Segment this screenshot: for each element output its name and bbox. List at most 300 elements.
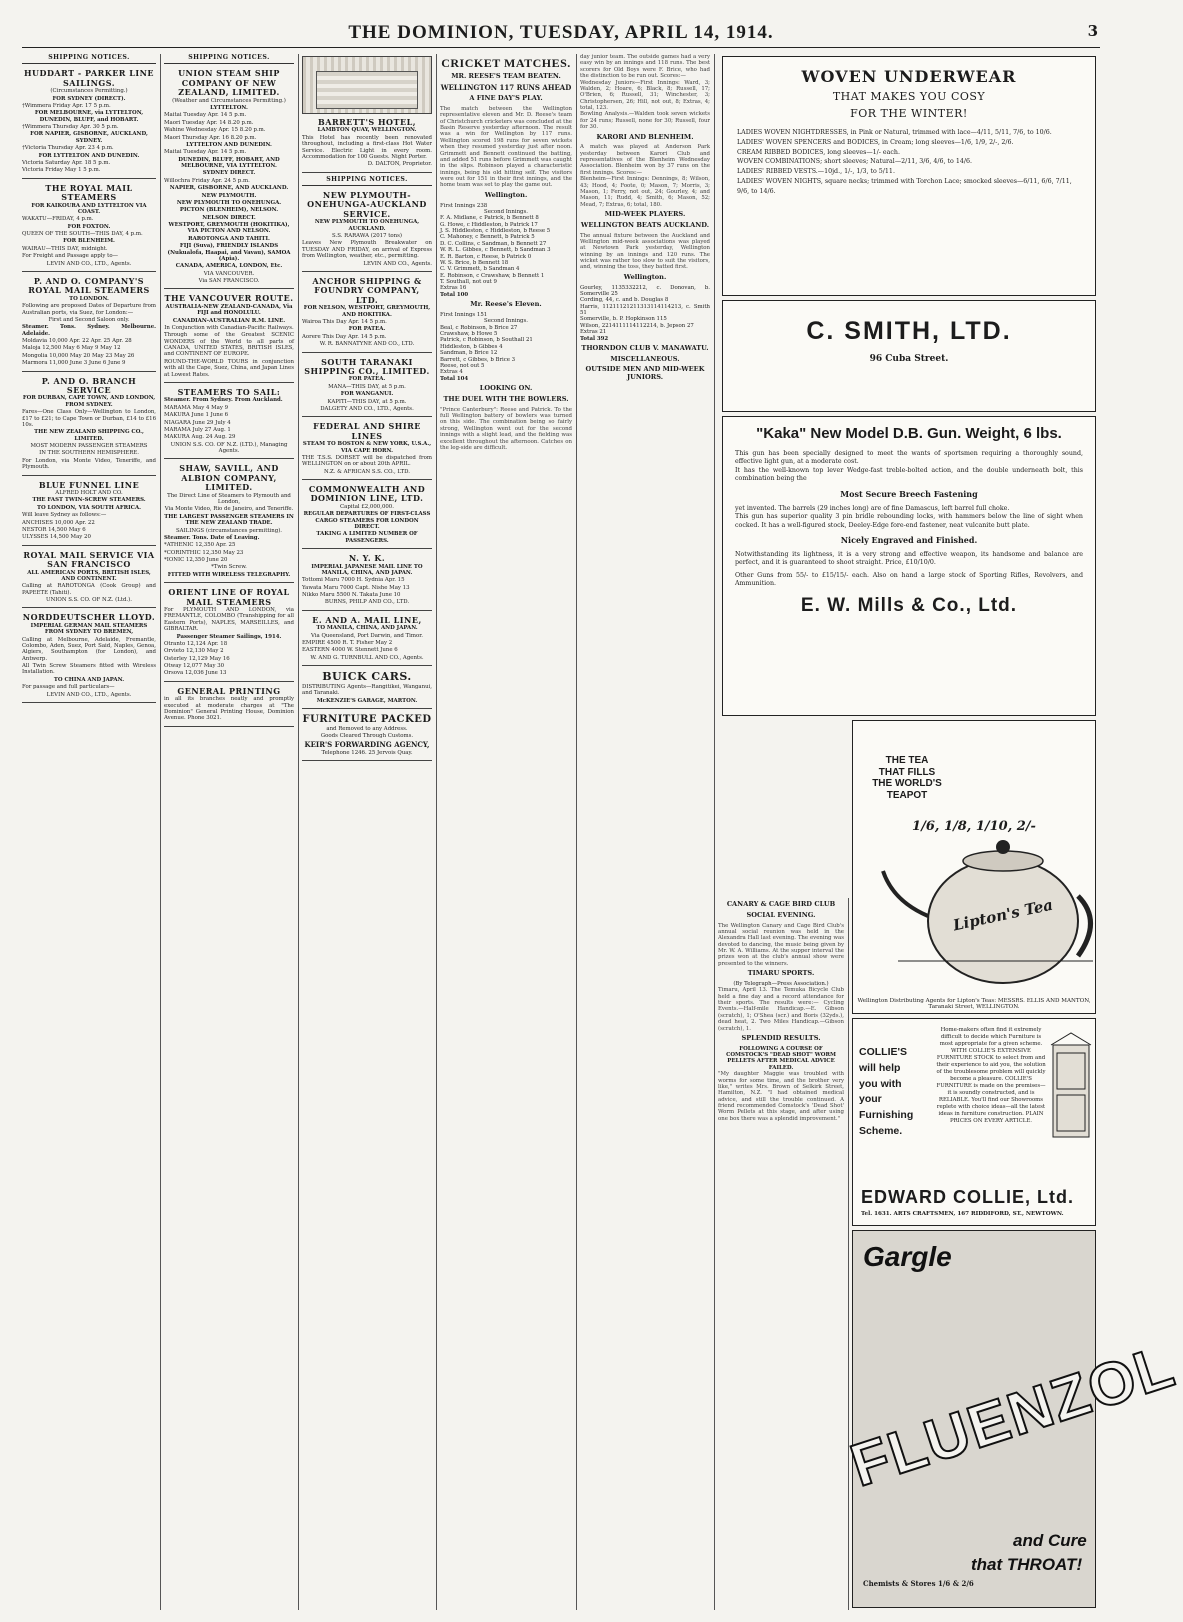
ad-lipton-tea xyxy=(852,720,1096,1014)
ad-line: LYTTELTON. xyxy=(210,105,248,111)
column-header: SHIPPING NOTICES. xyxy=(22,54,156,64)
ad-line: S.S. RARAWA (2017 tons) xyxy=(332,233,402,240)
ad-line: Willochra Friday Apr. 24 5 p.m. xyxy=(164,177,250,184)
ad-federal-shire xyxy=(302,420,432,480)
article-body: A match was played at Anderson Park yesterday between Karori Club and representatives of the Blenheim Wednesday Association. Blenheim won by 37 runs on the first innings. Scores:— xyxy=(580,144,710,176)
score-line: Reese, not out 5 xyxy=(440,362,485,369)
ad-line: VIA VANCOUVER. xyxy=(203,270,255,277)
ad-line: Maori Tuesday Apr. 14 8.20 p.m. xyxy=(164,119,254,126)
ad-line: Mongolia 10,000 May 20 May 23 May 26 xyxy=(22,352,135,359)
masthead-title: THE DOMINION, TUESDAY, APRIL 14, 1914. xyxy=(348,22,774,43)
ad-title: ORIENT LINE OF ROYAL MAIL STEAMERS xyxy=(168,587,290,607)
ad-title: STEAMERS TO SAIL: xyxy=(177,386,281,397)
ad-title: NEW PLYMOUTH-ONEHUNGA-AUCKLAND SERVICE. xyxy=(307,190,427,219)
ad-line: ALFRED HOLT AND CO. xyxy=(55,490,123,496)
ad-e-and-a-mail xyxy=(302,614,432,666)
ad-line: TAKING A LIMITED NUMBER OF PASSENGERS. xyxy=(316,531,418,544)
column-rule xyxy=(298,54,299,1610)
ad-line: Osterley 12,129 May 16 xyxy=(164,655,230,662)
ad-line: CANADA, AMERICA, LONDON, Etc. xyxy=(175,263,283,270)
article-body: Bowling Analysis.—Walden took seven wickets for 24 runs; Russell, none for 30; Russell, four for 30. xyxy=(580,111,710,131)
ad-line: BURNS, PHILP AND CO., LTD. xyxy=(324,599,410,606)
ad-line: Leaves New Plymouth Breakwater on TUESDAY AND FRIDAY, on arrival of Express from Wellington, weather, etc., permitting. xyxy=(302,240,432,260)
ad-c-smith xyxy=(722,300,1096,412)
ad-line: LEVIN AND CO., LTD., Agents. xyxy=(46,260,132,267)
ad-body xyxy=(723,444,1095,589)
ad-line: FOR NELSON, WESTPORT, GREYMOUTH, AND HOKITIKA. xyxy=(303,305,431,318)
hotel-building-illustration xyxy=(302,56,432,114)
ad-line: Steamer. Tons. Sydney. Melbourne. Adelaide. xyxy=(22,324,156,337)
score-line: Extras 21 xyxy=(580,329,607,336)
ad-title: WOVEN UNDERWEAR xyxy=(801,67,1017,86)
ad-line: ALL AMERICAN PORTS, BRITISH ISLES, AND CONTINENT. xyxy=(27,569,151,582)
slogan-line: COLLIE'S xyxy=(859,1046,907,1058)
ad-line: Goods Cleared Through Customs. xyxy=(320,733,414,740)
ad-line: The Direct Line of Steamers to Plymouth and London, xyxy=(167,492,291,506)
ad-line: FITTED WITH WIRELESS TELEGRAPHY. xyxy=(167,571,291,578)
ad-line: For Freight and Passage apply to— xyxy=(22,253,118,260)
ad-title: BUICK CARS. xyxy=(322,670,412,684)
ad-title: P. AND O. COMPANY'S ROYAL MAIL STEAMERS xyxy=(28,275,150,296)
ad-p-and-o xyxy=(22,275,156,372)
ad-line: FOR PATEA. xyxy=(348,376,386,383)
ad-line: NAPIER, GISBORNE, AND AUCKLAND. xyxy=(169,185,289,192)
ad-line: First and Second Saloon only. xyxy=(48,316,130,323)
score-line: Second Innings. xyxy=(484,318,528,325)
ad-title: ROYAL MAIL SERVICE VIA SAN FRANCISCO xyxy=(23,549,155,570)
scoreboard-title: Wellington. xyxy=(484,190,528,199)
ad-anchor-shipping xyxy=(302,275,432,353)
ad-line: NELSON DIRECT. xyxy=(202,214,256,221)
collie-slogan xyxy=(859,1045,929,1140)
ad-line: N.Z. & AFRICAN S.S. CO., LTD. xyxy=(323,468,411,475)
ad-line: Through some of the Greatest SCENIC WONDERS of the World to all parts of CANADA, UNITED STATES, BRITISH ISLES, and CONTINENT OF EUROPE. xyxy=(164,332,294,358)
ad-line: D. DALTON, Proprietor. xyxy=(367,161,432,168)
ad-line: LYTTELTON AND DUNEDIN. xyxy=(186,141,272,148)
score-line: W. S. Brice, b Bennett 18 xyxy=(440,259,509,266)
ad-line: All Twin Screw Steamers fitted with Wireless Installation. xyxy=(22,663,156,676)
ad-title: THE ROYAL MAIL STEAMERS xyxy=(45,182,133,203)
ad-line: Calling at Melbourne, Adelaide, Fremantle, Colombo, Aden, Suez, Port Said, Naples, Genoa, Algiers, Southampton (for London), and Antwerp. xyxy=(22,636,156,662)
gargle-brand: FLUENZOL xyxy=(842,1331,1183,1500)
gargle-price: Chemists & Stores 1/6 & 2/6 xyxy=(863,1579,974,1588)
ad-line: McKENZIE'S GARAGE, MARTON. xyxy=(316,697,418,704)
ad-line: PICTON (BLENHEIM), NELSON. xyxy=(179,207,279,214)
brand-name: C. SMITH, LTD. xyxy=(806,317,1012,345)
ad-line: *Twin Screw. xyxy=(211,564,247,571)
ad-line: Yawata Maru 7000 Capt. Nishe May 13 xyxy=(302,584,410,591)
ad-line: QUEEN OF THE SOUTH—THIS DAY, 4 p.m. xyxy=(22,231,143,238)
ad-line: WAKATU—FRIDAY, 4 p.m. xyxy=(22,216,94,223)
subheadline: MISCELLANEOUS. xyxy=(610,354,680,363)
ad-paragraph: Notwithstanding its lightness, it is a very strong and effective weapon, its handsome and balance are perfect, and it is guaranteed to shoot straight. Price, £10/10/0. xyxy=(735,550,1083,567)
ad-sub: FOR SYDNEY (DIRECT). xyxy=(52,95,126,102)
ad-line: Aorere This Day Apr. 14 5 p.m. xyxy=(302,333,387,340)
ad-fluenzol-gargle xyxy=(842,1230,1183,1608)
masthead xyxy=(22,18,1100,48)
ad-line: THE NEW ZEALAND SHIPPING CO., LIMITED. xyxy=(34,429,144,442)
column-rule xyxy=(436,54,437,1610)
brand-address: 96 Cuba Street. xyxy=(869,354,949,364)
ad-title: ANCHOR SHIPPING & FOUNDRY COMPANY, LTD. xyxy=(312,275,422,305)
score-line: Wilson, 2214111114112214, b. Jepson 27 xyxy=(580,322,694,329)
ad-sub: FOR THE WINTER! xyxy=(850,107,968,120)
ad-line: FIJI (Suva), FRIENDLY ISLANDS (Nukualofa, Haapai, and Vavau), SAMOA (Apia). xyxy=(167,243,291,262)
ad-line: In Conjunction with Canadian-Pacific Railways. xyxy=(164,324,294,331)
ad-line: FOR BLENHEIM. xyxy=(63,238,115,245)
ad-line: FOR PATEA. xyxy=(348,326,386,333)
subheadline: OUTSIDE MEN AND MID-WEEK JUNIORS. xyxy=(585,365,705,382)
ad-title: UNION STEAM SHIP COMPANY OF NEW ZEALAND, LIMITED. xyxy=(178,68,280,98)
slogan-line: TEAPOT xyxy=(886,789,928,801)
score-line: F. A. Midlane, c Patrick, b Bennett 8 xyxy=(440,215,539,222)
ad-line: KAPITI—THIS DAY, at 5 p.m. xyxy=(327,398,407,405)
article-lede: FOLLOWING A COURSE OF COMSTOCK'S "DEAD SHOT" WORM PELLETS AFTER MEDICAL ADVICE FAILED. xyxy=(726,1045,836,1071)
ad-sub: THAT MAKES YOU COSY xyxy=(832,90,986,103)
wardrobe-illustration xyxy=(1049,1031,1093,1141)
ad-line: For passage and full particulars— xyxy=(22,684,115,691)
column-cricket xyxy=(440,54,572,1610)
ad-norddeutscher xyxy=(22,611,156,703)
list-item: LADIES' WOVEN SPENCERS and BODICES, in Cream; long sleeves—1/6, 1/9, 2/-, 2/6. xyxy=(737,138,1014,146)
score-line: Sandman, b Brice 12 xyxy=(440,350,498,357)
article-body: Blenheim—First Innings: Dennings, 8; Wilson, 43; Hood, 4; Foote, 0; Mason, 7; Morris, 3; Mason, 1; Ferry, not out, 24; Gourley, 4; and Mason, 11; Rudd, 4; Smith, 6; Mason, 52; Mead, 7; Extras, 6; total, 180. xyxy=(580,176,710,208)
newspaper-page xyxy=(22,18,1183,1610)
ad-line: EASTERN 4000 W. Stennett June 6 xyxy=(302,647,398,654)
ad-line: TO LONDON. xyxy=(69,295,109,302)
article-body: The Wellington Canary and Cage Bird Club's annual social reunion was held in the Alexandra Hall last evening. The evening was devoted to dancing, the music being given by Mr. W. A. Williams. At the supper interval the prizes won at the club's annual show were presented to the winners. xyxy=(718,922,844,967)
ad-line: W. AND G. TURNBULL AND CO., Agents. xyxy=(310,654,424,661)
column-sport-2 xyxy=(580,54,710,1610)
ad-edward-collie xyxy=(852,1018,1096,1226)
ad-line: *CORINTHIC 12,350 May 23 xyxy=(164,549,244,556)
ad-line: Fares—One Class Only—Wellington to London, £17 to £21; to Cape Town or Durban, £14 to £16 10s. xyxy=(22,409,156,428)
ad-line: FOR LYTTELTON AND DUNEDIN. xyxy=(38,152,140,159)
score-line: Total 104 xyxy=(440,375,469,382)
article-body: "Prince Canterbury": Reese and Patrick. To the full Wellington battery of bowlers was turned on this side. The combination being so fairly strong, Wellington went out for the second innings with a slight lead, and the fielding was excellent throughout the afternoon. Catches on the leg-side are difficult. xyxy=(440,406,572,451)
ad-line: MANA—THIS DAY, at 5 p.m. xyxy=(328,383,406,390)
ad-line: Orsova 12,036 June 13 xyxy=(164,670,227,677)
subheadline: WELLINGTON BEATS AUCKLAND. xyxy=(580,220,710,229)
score-line: Somerville, b. P. Hopkinson 115 xyxy=(580,316,667,323)
ad-line: Wairoa This Day Apr. 14 5 p.m. xyxy=(302,319,387,325)
ad-line: SAILINGS (circumstances permitting). xyxy=(175,527,283,534)
ad-line: NEW PLYMOUTH TO ONEHUNGA. xyxy=(176,199,282,206)
slogan-line: Scheme. xyxy=(859,1124,903,1137)
ad-line: Maitai Tuesday Apr. 14 5 p.m. xyxy=(164,112,247,119)
ad-line: in all its branches neatly and promptly executed at moderate charges at "The Dominion" General Printing House, Dominion Avenue. Phone 3021. xyxy=(164,696,294,722)
ad-line: Via Monte Video, Rio de Janeiro, and Teneriffe. xyxy=(164,506,294,513)
slogan-line: Furnishing xyxy=(859,1109,914,1121)
score-line: Second Innings. xyxy=(484,208,528,215)
ad-line: LAMBTON QUAY, WELLINGTON. xyxy=(317,127,417,134)
score-line: D. C. Collins, c Sandman, b Bennett 27 xyxy=(440,240,547,247)
ad-line: and Removed to any Address. xyxy=(326,726,408,733)
ad-note: (Circumstances Permitting.) xyxy=(50,88,128,95)
score-line: Cording, 44, c. and b. Douglas 8 xyxy=(580,297,669,304)
subheadline: A FINE DAY'S PLAY. xyxy=(469,94,543,103)
ad-line: Nikko Maru 5500 N. Takata June 10 xyxy=(302,592,401,599)
ad-line: TO CHINA AND JAPAN. xyxy=(53,676,125,683)
article-body: "My daughter Maggie was troubled with worms for some time, and the brother very like," writes Mrs. Brown of Selkirk Street, Hamilton, N.Z. "I had obtained medical advice, and still the trouble continued. A friend recommended Comstock's 'Dead Shot' Worm Pellets at this stage, and after using one box there was a splendid improvement." xyxy=(718,1071,844,1122)
ad-line: FOR NAPIER, GISBORNE, AUCKLAND, SYDNEY. xyxy=(30,131,148,144)
score-line: W. R. L. Gibbes, c Bennett, b Sandman 3 xyxy=(440,247,551,254)
score-line: E. R. Barton, c Reese, b Patrick 0 xyxy=(440,253,532,260)
score-line: Beal, c Robinson, b Brice 27 xyxy=(440,324,518,331)
ad-line: Maitai Tuesday Apr. 14 5 p.m. xyxy=(164,149,247,156)
ad-line: Via SAN FRANCISCO. xyxy=(198,278,260,284)
ad-line: THE LARGEST PASSENGER STEAMERS IN THE NEW ZEALAND TRADE. xyxy=(164,513,294,527)
score-line: Gourley, 1135332212, c. Donovan, b. Somerville 25 xyxy=(580,284,710,297)
score-line: Hiddleston, b Gibbes 4 xyxy=(440,343,503,350)
tea-price: 1/6, 1/8, 1/10, 2/- xyxy=(912,819,1036,834)
score-line: C. V. Grimmett, b Sandman 4 xyxy=(440,266,520,273)
ad-paragraph: It has the well-known top lever Wedge-fast treble-bolted action, and the double underneath bolt, this combination being the xyxy=(735,466,1083,483)
subheadline: SPLENDID RESULTS. xyxy=(741,1033,821,1042)
ad-commonwealth-dominion xyxy=(302,483,432,549)
subheadline: MR. REESE'S TEAM BEATEN. xyxy=(451,72,561,81)
ad-line: Marmora 11,000 June 3 June 6 June 9 xyxy=(22,360,126,367)
list-item: CREAM RIBBED BODICES, long sleeves—1/- each. xyxy=(737,148,900,156)
ad-title: THE VANCOUVER ROUTE. xyxy=(164,293,294,304)
ad-steamers-to-sail xyxy=(164,386,294,459)
score-line: E. Robinson, c Crawshaw, b Bennett 1 xyxy=(440,272,545,279)
collie-body: Home-makers often find it extremely difficult to decide which Furniture is most appropriate for a given scheme. WITH COLLIE'S EXTENSIVE FURNITURE STOCK to select from and their experience to aid you, the solution of the troublesome problem will quickly become a pleasure. COLLIE'S FURNITURE is made on the premises—it is soundly constructed, and is RELIABLE. You'll find our Showrooms replete with choice ideas—all the latest ideas in furniture construction. PLAIN PRICES ON EVERY ARTICLE. xyxy=(936,1027,1046,1125)
ad-line: IN THE SOUTHERN HEMISPHERE. xyxy=(39,450,139,457)
ad-line: *ATHENIC 12,350 Apr. 25 xyxy=(164,542,236,549)
ad-title: E. AND A. MAIL LINE, xyxy=(312,614,422,625)
ad-line: Capital £2,000,000. xyxy=(340,503,394,510)
ad-line: Steamer. From Sydney. From Auckland. xyxy=(164,397,283,404)
column-rule xyxy=(848,898,849,1610)
ad-furniture-packed xyxy=(302,712,432,761)
ad-title: "Kaka" New Model D.B. Gun. Weight, 6 lbs. xyxy=(756,425,1062,442)
slogan-line: THAT FILLS xyxy=(878,766,936,778)
ad-shaw-savill xyxy=(164,462,294,583)
column-header: SHIPPING NOTICES. xyxy=(302,176,432,186)
column-rule xyxy=(576,54,577,1610)
headline: CRICKET MATCHES. xyxy=(441,56,571,70)
ad-line: Wahine Wednesday Apr. 15 8.20 p.m. xyxy=(164,127,266,134)
ad-vancouver-route xyxy=(164,292,294,383)
column-sport-3 xyxy=(718,898,844,1610)
ad-line: ANCHISES 10,000 Apr. 22 xyxy=(22,519,95,526)
ad-line: †Victoria Thursday Apr. 23 4 p.m. xyxy=(22,145,114,152)
ad-line: Tottomi Maru 7000 H. Sydnia Apr. 15 xyxy=(302,577,405,584)
ad-title: COMMONWEALTH AND DOMINION LINE, LTD. xyxy=(308,484,426,504)
ad-title: BARRETT'S HOTEL, xyxy=(318,117,416,127)
ad-huddart-parker xyxy=(22,67,156,178)
ad-royal-mail xyxy=(22,182,156,272)
gargle-word: Gargle xyxy=(863,1241,952,1272)
ad-line: RAROTONGA AND TAHITI. xyxy=(188,235,270,242)
ad-line: Moldavia 10,000 Apr. 22 Apr. 25 Apr. 28 xyxy=(22,338,132,345)
ad-line: EMPIRE 4500 R. T. Fisher May 2 xyxy=(302,640,393,646)
ad-royal-mail-sf xyxy=(22,549,156,609)
subheadline: THORNDON CLUB V. MANAWATU. xyxy=(581,343,709,352)
ad-barretts-hotel xyxy=(302,116,432,173)
ad-line: MARAMA May 4 May 9 xyxy=(164,404,229,411)
ad-line: FOR DURBAN, CAPE TOWN, AND LONDON, FROM SYDNEY. xyxy=(22,395,156,408)
ad-note: (Weather and Circumstances Permitting.) xyxy=(172,97,286,104)
ad-line: KEIR'S FORWARDING AGENCY, xyxy=(304,739,430,749)
ad-line: REGULAR DEPARTURES OF FIRST-CLASS CARGO STEAMERS FOR LONDON DIRECT. xyxy=(303,511,431,530)
article-body: The annual fixture between the Auckland and Wellington mid-week associations was played at Newtown Park yesterday, Wellington winning by an innings and 120 runs. The wicket was rather too slow to suit the visitors, and, winning the toss, they batted first. xyxy=(580,232,710,271)
scoreboard-title: Wellington. xyxy=(623,272,667,281)
ad-paragraph: Other Guns from 55/- to £15/15/- each. Also on hand a large stock of Sporting Rifles, Revolvers, and Ammunition. xyxy=(735,571,1083,588)
ad-line: Calling at RAROTONGA (Cook Group) and PAPEETE (Tahiti). xyxy=(22,583,156,596)
brand-address: Tel. 1631. ARTS CRAFTSMEN, 167 RIDDIFORD, ST., NEWTOWN. xyxy=(861,1211,1064,1217)
scoreboard-title: Mr. Reese's Eleven. xyxy=(470,300,542,309)
ad-union-steam-ship xyxy=(164,67,294,289)
subheadline: THE DUEL WITH THE BOWLERS. xyxy=(443,394,569,403)
score-line: First Innings 238 xyxy=(440,202,488,209)
score-line: Extras 16 xyxy=(440,285,467,292)
ad-line: LEVIN AND CO., LTD., Agents. xyxy=(46,691,132,698)
ad-emphasis: Most Secure Breech Fastening xyxy=(840,488,978,499)
ad-line: Otway 12,077 May 30 xyxy=(164,663,225,670)
tea-agents: Wellington Distributing Agents for Lipton's Teas: MESSRS. ELLIS AND MANTON, Taranaki Street, WELLINGTON. xyxy=(857,998,1091,1010)
ad-line: WAIRAU—THIS DAY, midnight. xyxy=(22,245,108,252)
ad-line: AUSTRALIA-NEW ZEALAND-CANADA, Via FIJI and HONOLULU. xyxy=(165,303,293,317)
ad-line: NEW PLYMOUTH. xyxy=(201,192,257,199)
ad-line: MAKURA June 1 June 6 xyxy=(164,412,229,419)
ad-title: N. Y. K. xyxy=(348,553,386,564)
score-line: Harris, 11211121211313114114213, c. Smith 51 xyxy=(580,303,710,317)
ad-blue-funnel xyxy=(22,479,156,546)
gargle-tagline: that THROAT! xyxy=(971,1555,1083,1574)
score-line: J. S. Hiddleston, c Hiddleston, b Reese 5 xyxy=(440,228,551,235)
ad-line: FOR MELBOURNE, via LYTTELTON, DUNEDIN, BLUFF, and HOBART. xyxy=(34,110,144,123)
ad-line: Via Queensland, Port Darwin, and Timor. xyxy=(311,632,423,639)
slogan-line: THE WORLD'S xyxy=(872,778,942,789)
ad-title: SHAW, SAVILL, AND ALBION COMPANY, LIMITED. xyxy=(179,463,279,493)
ad-line: ULYSSES 14,500 May 20 xyxy=(22,534,91,541)
ad-title: P. AND O. BRANCH SERVICE xyxy=(41,375,137,395)
list-item: LADIES' WOVEN NIGHTS, square necks; trimmed with Torchon Lace; smocked sleeves—6/11, 6/6, 7/11, 9/6, to 14/6. xyxy=(737,177,1072,195)
ad-line: FOR FOXTON. xyxy=(67,223,111,230)
ad-item-list xyxy=(723,120,1095,196)
page-number: 3 xyxy=(1087,22,1098,40)
article-body: The match between the Wellington representative eleven and Mr. D. Reese's team of Christchurch cricketers was concluded at the Basin Reserve yesterday afternoon. The result was a win for Wellington by 117 runs. Wellington scored 198 runs for seven wickets when they resumed yesterday just after noon. Grimmett and Bennett continued the batting, and added 51 runs before Grimmett was caught in the slips. Robinson played a characteristic innings, being his old hitting self. The visitors were out for 151 in their first innings, and the home team was set to play the game out. xyxy=(440,105,572,189)
ad-line: FOR KAIKOURA AND LYTTELTON VIA COAST. xyxy=(31,202,147,215)
ad-paragraph: This gun has superior quality 3 pin bridle rebounding locks, with hammers below the line of sight when cocked. It has a well-figured stock, Deeley-Edge fore-end fastener, neat vulcanite butt plate. xyxy=(735,513,1083,529)
slogan-line: your xyxy=(859,1093,882,1106)
score-line: Patrick, c Robinson, b Southall 21 xyxy=(440,337,533,344)
column-shipping-2 xyxy=(164,54,294,1610)
score-line: Extras 4 xyxy=(440,369,463,376)
ad-buick-cars xyxy=(302,669,432,709)
ad-title: SOUTH TARANAKI SHIPPING CO., LIMITED. xyxy=(304,356,430,376)
ad-line: Orvieto 12,130 May 2 xyxy=(164,648,224,655)
ad-line: IMPERIAL JAPANESE MAIL LINE TO MANILA, CHINA, AND JAPAN. xyxy=(311,563,423,576)
column-header: SHIPPING NOTICES. xyxy=(164,54,294,64)
ad-title: NORDDEUTSCHER LLOYD. xyxy=(22,612,156,623)
ad-line: MOST MODERN PASSENGER STEAMERS xyxy=(30,443,148,450)
score-line: G. Howe, c Hiddleston, b Patrick 17 xyxy=(440,221,538,228)
ad-line: DISTRIBUTING Agents—Rangitikei, Wanganui, and Taranaki. xyxy=(302,684,432,697)
score-line: Crawshaw, b Howe 5 xyxy=(440,331,498,338)
ad-line: UNION S.S. CO. OF N.Z. (LTD.), Managing Agents. xyxy=(170,441,288,454)
article-body: Timaru, April 13. The Temuka Bicycle Club held a fine day and a record attendance for their sports. The results were:— Cycling Events.—Half-mile Handicap.—E. Gibson (scratch), 1; O'Shea (scr.) and Boris (32yds.), dead heat, 2. Two Miles Handicap.—Gibson (scratch), 1. xyxy=(718,987,844,1032)
ad-line: †Wimmera Friday Apr. 17 5 p.m. xyxy=(22,102,111,109)
ad-line: NESTOR 14,500 May 6 xyxy=(22,526,86,533)
ad-line: Passenger Steamer Sailings, 1914. xyxy=(176,633,282,640)
ad-title: HUDDART - PARKER LINE SAILINGS. xyxy=(23,68,155,88)
ad-orient-line xyxy=(164,586,294,682)
tea-slogan xyxy=(863,755,951,801)
column-rule xyxy=(714,54,715,1610)
ad-line: DALGETY AND CO., LTD., Agents. xyxy=(320,405,414,412)
column-rule xyxy=(160,54,161,1610)
article-body: day junior team. The outside games had a very easy win by an innings and 118 runs. The best scorers for Old Boys were F. Brice, who had the distinction to be run out. Scores:— xyxy=(580,54,710,80)
subheadline: MID-WEEK PLAYERS. xyxy=(604,210,686,219)
ad-line: UNION S.S. CO. OF N.Z. (Ltd.). xyxy=(46,597,132,603)
score-line: Barrett, c Gibbes, b Brice 3 xyxy=(440,356,516,363)
article-body: Wednesday Juniors—First Innings: Ward, 3; Walden, 2; Hoare, 6; Black, 8; Russell, 17; O'Brien, 6; Russell, 31; Winchester, 3; Christophersen, 26; Hill, not out, 8; Extras, 4; total, 123. xyxy=(580,79,710,111)
slogan-line: will help xyxy=(859,1061,901,1074)
slogan-line: you with xyxy=(859,1077,902,1090)
ad-line: THE T.S.S. DORSET will be dispatched from WELLINGTON on or about 20th APRIL. xyxy=(302,454,432,468)
ad-line: CANADIAN-AUSTRALIAN R.M. LINE. xyxy=(172,317,286,324)
subheadline: LOOKING ON. xyxy=(479,384,533,393)
ad-line: This Hotel has recently been renovated throughout, including a first-class Hot Water Service. Electric Light in every room. Accommodation for 100 Guests. Night Porter. xyxy=(302,134,432,160)
ad-paragraph: yet invented. The barrels (29 inches long) are of fine Damascus, left barrel full choke. xyxy=(735,504,1010,512)
ad-title: FURNITURE PACKED xyxy=(302,714,432,726)
ad-line: Victoria Friday May 1 5 p.m. xyxy=(22,167,101,174)
ad-line: SYDNEY DIRECT. xyxy=(202,170,256,177)
brand-name: EDWARD COLLIE, Ltd. xyxy=(861,1187,1074,1207)
ad-line: W. R. BANNATYNE AND CO., LTD. xyxy=(319,341,415,348)
subheadline: SOCIAL EVENING. xyxy=(746,910,816,919)
tea-brand: Lipton's Tea xyxy=(951,895,1055,935)
ad-paragraph: This gun has been specially designed to meet the wants of sportsmen requiring a thoroughly sound, effective light gun, at a moderate cost. xyxy=(735,449,1083,466)
score-line: Total 100 xyxy=(440,291,469,298)
ad-line: MARAMA July 27 Aug. 1 xyxy=(164,426,231,433)
ad-new-plymouth-onehunga xyxy=(302,189,432,272)
subheadline: KARORI AND BLENHEIM. xyxy=(596,132,694,141)
ad-title: FEDERAL AND SHIRE LINES xyxy=(313,421,421,441)
ad-title: BLUE FUNNEL LINE xyxy=(38,479,140,490)
ad-line: †Wimmera Thursday Apr. 30 5 p.m. xyxy=(22,124,119,131)
ad-nyk xyxy=(302,552,432,611)
ad-line: For PLYMOUTH AND LONDON, via FREMANTLE, COLOMBO (Transhipping for all Eastern Ports), NAPLES, MARSEILLES, and GIBRALTAR. xyxy=(164,607,294,633)
column-shipping-1 xyxy=(22,54,156,1610)
dateline: (By Telegraph—Press Association.) xyxy=(733,980,829,987)
ad-p-and-o-branch xyxy=(22,375,156,476)
column-shipping-3 xyxy=(302,54,432,1610)
ad-line: LEVIN AND CO., Agents. xyxy=(363,260,432,267)
ad-line: Maloja 12,500 May 6 May 9 May 12 xyxy=(22,345,121,352)
ad-woven-underwear xyxy=(722,56,1096,296)
list-item: LADIES' RIBBED VESTS.—10jd., 1/-, 1/3, to 5/11. xyxy=(737,168,895,175)
slogan-line: THE TEA xyxy=(885,755,929,766)
ad-line: THE FAST TWIN-SCREW STEAMERS. xyxy=(32,497,146,504)
score-line: T. Southall, not out 9 xyxy=(440,279,497,286)
ad-line: Steamer. Tons. Date of Leaving. xyxy=(164,534,260,541)
ad-line: *IONIC 12,350 June 20 xyxy=(164,557,228,564)
ad-line: For London, via Monte Video, Teneriffe, and Plymouth. xyxy=(22,457,156,471)
ad-line: Telephone 1246. 25 Jervois Quay. xyxy=(321,750,413,757)
list-item: LADIES WOVEN NIGHTDRESSES, in Pink or Natural, trimmed with lace—4/11, 5/11, 7/6, to 10/6. xyxy=(737,129,1052,136)
ad-line: Maori Thursday Apr. 16 8.20 p.m. xyxy=(164,134,257,141)
ad-kaka-gun xyxy=(722,416,1096,716)
ad-line: Victoria Saturday Apr. 18 5 p.m. xyxy=(22,159,111,166)
ad-line: STEAM TO BOSTON & NEW YORK, U.S.A., VIA CAPE HORN. xyxy=(302,441,432,454)
ad-line: Otranto 12,124 Apr. 18 xyxy=(164,640,228,647)
score-line: First Innings 151 xyxy=(440,311,488,318)
brand-name: E. W. Mills & Co., Ltd. xyxy=(800,594,1018,616)
